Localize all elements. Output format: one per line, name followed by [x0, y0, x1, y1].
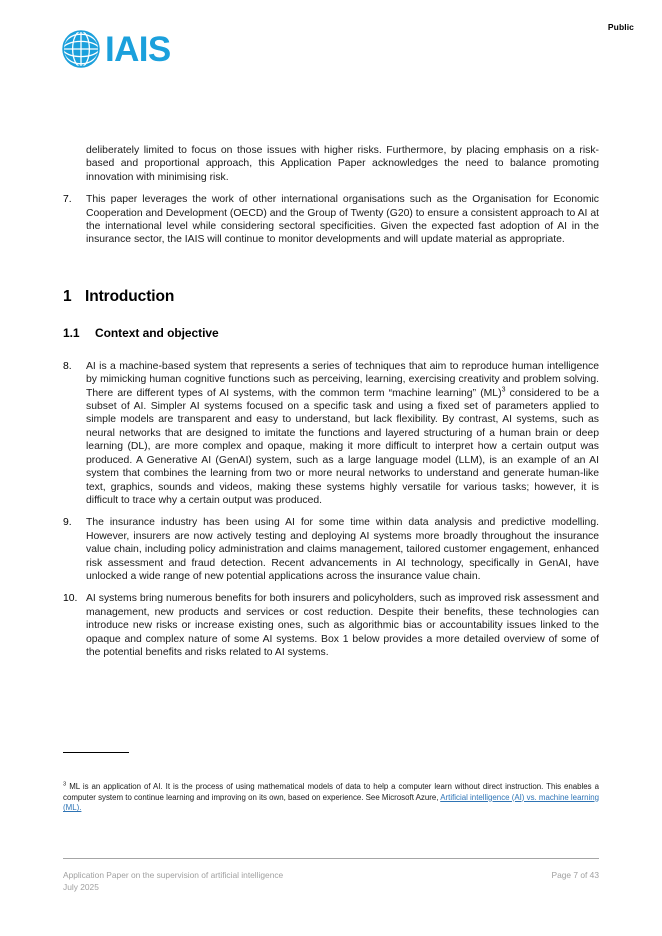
- footer-date: July 2025: [63, 881, 99, 892]
- numbered-list-bottom: [63, 360, 599, 660]
- document-content: [63, 144, 599, 668]
- section-heading: [63, 288, 599, 306]
- footer-document-title: Application Paper on the supervision of artificial intelligence: [63, 870, 284, 880]
- spacer: [63, 306, 599, 326]
- list-item-number: 10.: [63, 593, 78, 605]
- footnote-area: [63, 752, 599, 814]
- footnote-3: [63, 782, 599, 814]
- footer-divider: [63, 858, 599, 859]
- paragraph-8-part1: AI is a machine-based system that represents a series of techniques that aim to reproduce human intelligence by mimicking human cognitive functions such as perceiving, learning, exercising creativity and problem solving. There are different types of AI systems, with the common term “machine learning” (ML): [86, 360, 599, 399]
- numbered-list-top: [63, 193, 599, 247]
- list-item-text: [86, 360, 599, 507]
- list-item-number: 8.: [63, 360, 72, 372]
- page-footer: [63, 858, 599, 893]
- footnote-number: 3: [63, 781, 67, 788]
- footer-left: [63, 870, 283, 893]
- footnote-separator: [63, 752, 129, 753]
- subsection-number: 1.1: [63, 325, 80, 340]
- footnote-text: ML is an application of AI. It is the process of using mathematical models of data to help a computer learn without direct instruction. This enables a computer system to continue learning and improving on its own, based on experience. See Microsoft Azure,: [63, 782, 599, 802]
- footer-page-number: Page 7 of 43: [551, 870, 599, 880]
- footnote-reference-3[interactable]: 3: [501, 386, 506, 394]
- subsection-title: Context and objective: [95, 325, 219, 340]
- list-item-text: This paper leverages the work of other international organisations such as the Organisation for Economic Cooperation and Development (OECD) and the Group of Twenty (G20) to ensure a consistent approach to AI at the international level while considering sectoral specificities. Given the expected fast adoption of AI in the insurance sector, the IAIS will continue to monitor developments and will update material as appropriate.: [86, 194, 599, 246]
- subsection-heading: [63, 326, 599, 340]
- list-item-number: 7.: [63, 194, 72, 206]
- list-item: [63, 592, 599, 659]
- section-number: 1: [63, 287, 72, 305]
- classification-label: Public: [607, 22, 634, 32]
- globe-icon: [62, 30, 100, 68]
- spacer: [63, 340, 599, 360]
- paragraph-8-part2: considered to be a subset of AI. Simpler AI systems focused on a specific task and using a fixed set of parameters applied to simple models are transparent and easy to understand, but lack flexibility. By contrast, AI systems, such as neural networks that are designed to imitate the functions and layered structuring of a human brain or deep learning (DL), are more complex and opaque, making it more difficult to interpret how a certain output was produced. A Generative AI (GenAI) system, such as a large language model (LLM), is an example of an AI system that combines the learning from two or more neural networks to understand and generate human-like text, graphics, sounds and videos, making these systems highly versatile for various tasks; however, it is difficult to trace why a certain output was produced.: [86, 387, 599, 506]
- list-item-text: AI systems bring numerous benefits for both insurers and policyholders, such as improved risk assessment and management, new products and services or cost reduction. Despite their benefits, these technologies can introduce new risks or increase existing ones, such as algorithmic bias or accountability issues linked to the opaque and complex nature of some AI systems. Box 1 below provides a more detailed overview of some of the potential benefits and risks related to AI systems.: [86, 593, 599, 658]
- list-item: [63, 360, 599, 507]
- iais-wordmark: IAIS: [105, 29, 171, 69]
- list-item: [63, 516, 599, 583]
- iais-logo: [62, 30, 171, 68]
- list-item: [63, 193, 599, 247]
- list-item-number: 9.: [63, 517, 72, 529]
- section-title: Introduction: [85, 287, 175, 305]
- list-item-text: The insurance industry has been using AI for some time within data analysis and predictive modelling. However, insurers are now actively testing and deploying AI systems more broadly throughout the insurance value chain, including policy administration and claims management, tailored customer engagement, enhanced risk assessment and fraud detection. Recent advancements in AI technology, specifically in GenAI, have unlocked a wide range of new potential applications across the insurance value chain.: [86, 517, 599, 582]
- continued-paragraph: deliberately limited to focus on those issues with higher risks. Furthermore, by placing emphasis on a risk-based and proportional approach, this Application Paper acknowledges the need to balance promoting innovation with minimising risk.: [86, 145, 599, 183]
- footnote-external-link[interactable]: Artificial intelligence (AI) vs. machine learning (ML).: [63, 792, 599, 813]
- spacer: [63, 256, 599, 288]
- footer-row: [63, 870, 599, 893]
